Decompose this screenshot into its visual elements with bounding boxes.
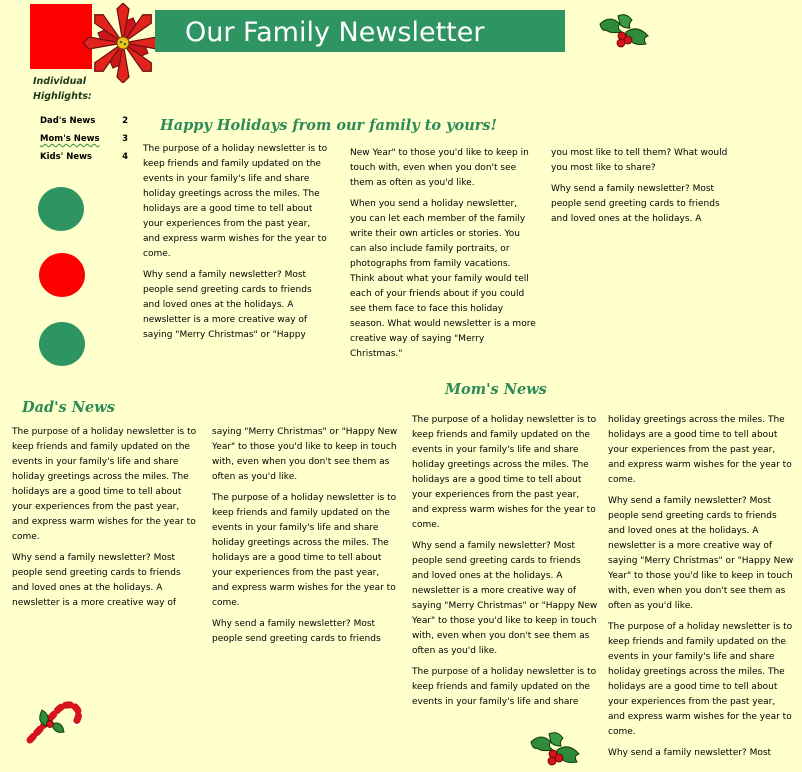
paragraph: holiday greetings across the miles. The holidays are a good time to tell about your experiences from the past year, and express warm wishes for the year to come. (608, 415, 792, 485)
moms-news-heading: Mom's News (445, 381, 547, 398)
dads-news-column-2 (212, 425, 398, 653)
holly-icon (527, 726, 583, 768)
paragraph: The purpose of a holiday newsletter is to keep friends and family updated on the events in your family's life and share holiday greetings across the miles. The holidays are a good time to tell about your experiences from the past year, and express warm wishes for the year to come. (608, 622, 793, 737)
toc-item-page: 2 (122, 116, 128, 126)
paragraph: New Year" to those you'd like to keep in touch with, even when you don't see them as often as you'd like. (350, 148, 529, 188)
paragraph: Why send a family newsletter? Most people send greeting cards to friends and loved ones at the holidays. A (551, 184, 720, 224)
candy-cane-icon (22, 696, 88, 744)
paragraph: saying "Merry Christmas" or "Happy New Year" to those you'd like to keep in touch with, even when you don't see them as often as you'd like. (212, 427, 398, 482)
paragraph: Why send a family newsletter? Most people send greeting cards to friends and loved ones at the holidays. A newsletter is a more creative way of (12, 553, 181, 608)
toc-item-label: Kids' News (40, 152, 92, 162)
toc-item-label: Mom's News (40, 134, 100, 144)
paragraph: The purpose of a holiday newsletter is to keep friends and family updated on the events in your family's life and share holiday greetings across the miles. The holidays are a good time to tell about your experiences from the past year, and express warm wishes for the year to come. (212, 493, 397, 608)
toc-item-page: 4 (122, 152, 128, 162)
paragraph: The purpose of a holiday newsletter is to keep friends and family updated on the events in your family's life and share holiday greetings across the miles. The holidays are a good time to tell about your experiences from the past year, and express warm wishes for the year to come. (412, 415, 597, 530)
paragraph: The purpose of a holiday newsletter is to keep friends and family updated on the events in your family's life and share holiday greetings across the miles. The holidays are a good time to tell about your experiences from the past year, and express warm wishes for the year to come. (12, 427, 197, 542)
dads-news-heading: Dad's News (22, 399, 115, 416)
red-circle-decoration (39, 253, 85, 297)
paragraph: Why send a family newsletter? Most people send greeting cards to friends and loved ones at the holidays. A newsletter is a more creative way of saying "Merry Christmas" or "Happy New Year" to those you'd like to keep in touch with, even when you don't see them as often as you'd like. (608, 496, 794, 611)
paragraph: Why send a family newsletter? Most people send greeting cards to friends and loved ones at the holidays. A newsletter is a more creative way of saying "Merry Christmas" or "Happy (143, 270, 312, 340)
green-circle-decoration (39, 322, 85, 366)
toc-item-moms-news[interactable] (40, 134, 128, 146)
paragraph: Why send a family newsletter? Most (608, 748, 772, 758)
green-circle-decoration (38, 187, 84, 231)
toc-item-kids-news[interactable] (40, 152, 128, 164)
newsletter-title: Our Family Newsletter (155, 10, 565, 52)
paragraph: The purpose of a holiday newsletter is to keep friends and family updated on the events in your family's life and share holiday greetings across the miles. The holidays are a good time to tell about your experiences from the past year, and express warm wishes for the year to come. (143, 144, 328, 259)
paragraph: Why send a family newsletter? Most people send greeting cards to friends and loved ones at the holidays. A newsletter is a more creative way of saying "Merry Christmas" or "Happy New Year" to those you'd like to keep in touch with, even when you don't see them as often as you'd like. (412, 541, 598, 656)
paragraph: The purpose of a holiday newsletter is to keep friends and family updated on the events in your family's life and share (412, 667, 597, 707)
main-article-column-1 (143, 142, 329, 349)
paragraph: you most like to tell them? What would you most like to share? (551, 148, 728, 173)
dads-news-column-1 (12, 425, 198, 617)
toc-item-page: 3 (122, 134, 128, 144)
main-article-heading: Happy Holidays from our family to yours! (160, 117, 497, 134)
holly-icon (596, 10, 652, 54)
moms-news-column-2 (608, 413, 794, 767)
paragraph: When you send a holiday newsletter, you can let each member of the family write their own articles or stories. You can also include family portraits, or photographs from family vacations. Think about what your family would tell each of your friends about if you could see them face to face this holiday season. What would newsletter is a more creative way of saying "Merry Christmas." (350, 199, 536, 359)
poinsettia-icon (80, 3, 166, 83)
moms-news-column-1 (412, 413, 598, 716)
main-article-column-2 (350, 146, 536, 368)
main-article-column-3 (551, 146, 735, 233)
toc-item-dads-news[interactable] (40, 116, 128, 128)
toc-item-label: Dad's News (40, 116, 96, 126)
sidebar-title: Individual Highlights: (33, 76, 92, 102)
paragraph: Why send a family newsletter? Most people send greeting cards to friends (212, 619, 381, 644)
